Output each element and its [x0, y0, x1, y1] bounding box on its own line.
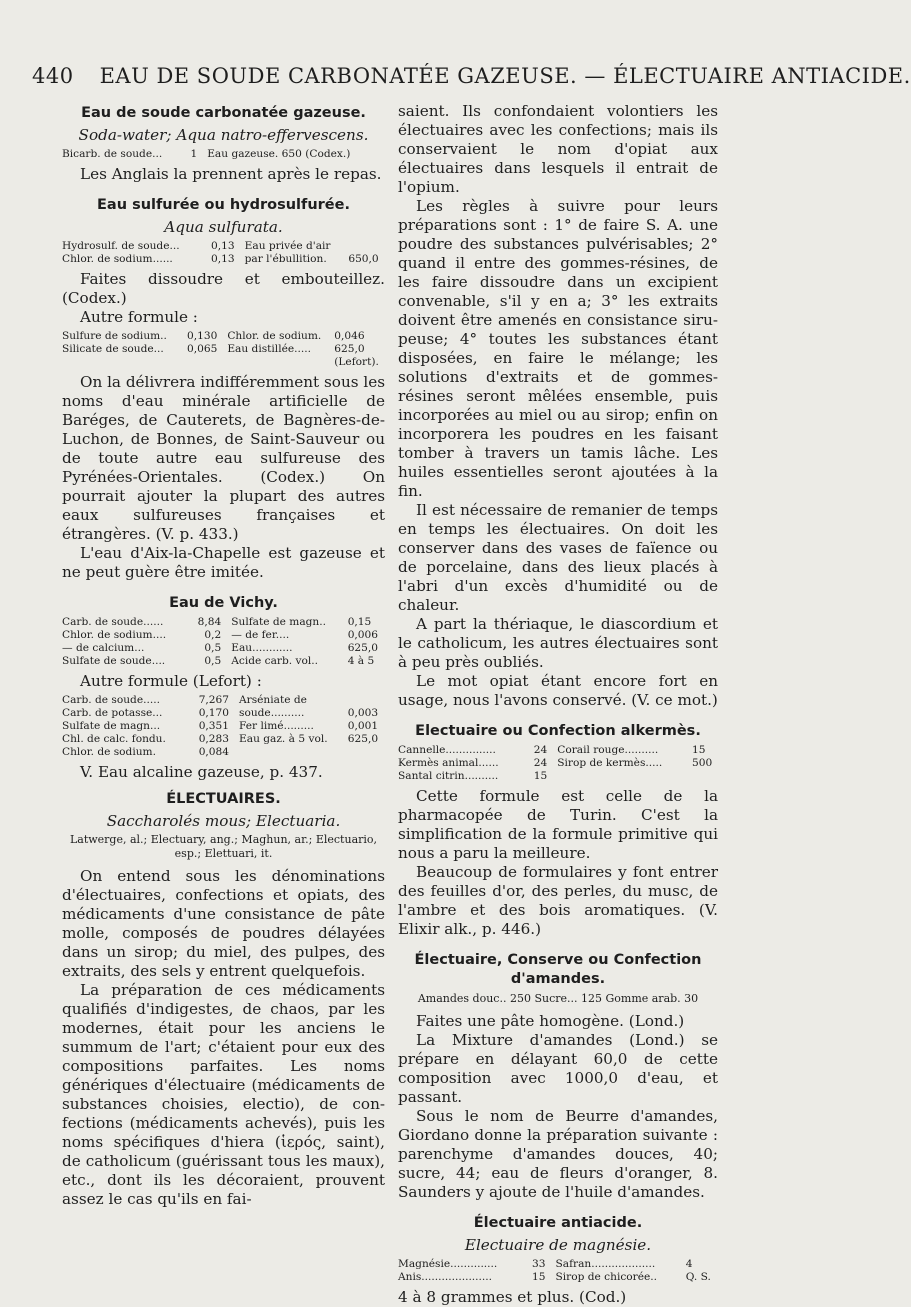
table-cell: Eau distillée.....: [227, 343, 334, 356]
table-cell: [181, 356, 227, 369]
table-row: [398, 1258, 718, 1271]
paragraph: saient. Ils confondaient volontiers les électuaires avec les confections; mais ils conservaient le nom d'opiat aux électuaires dans lesquels il entrait de l'opium.: [398, 102, 718, 197]
table-row: [398, 1271, 718, 1284]
table-row: [62, 343, 385, 356]
paragraph: Beaucoup de formulaires y font entrer des feuilles d'or, des perles, du musc, de l'ambre et des bois aromatiques. (V. Elixir alk., p. 446.): [398, 863, 718, 939]
table-cell: Corail rouge..........: [557, 744, 692, 757]
table-cell: 0,170: [190, 707, 240, 720]
table-cell: 0,15: [348, 616, 385, 629]
running-head: [32, 64, 692, 94]
table-row: [62, 356, 385, 369]
table-cell: 7,267: [190, 694, 240, 707]
table-cell: Bicarb. de soude...: [62, 148, 186, 161]
table-cell: [348, 694, 385, 707]
table-cell: 15: [527, 770, 557, 783]
table-cell: [348, 240, 385, 253]
table-row: [62, 655, 385, 668]
paragraph: A part la thériaque, le diascordium et le catholicum, les autres électuaires sont à peu près oubliés.: [398, 615, 718, 672]
table-cell: [227, 356, 334, 369]
table-cell: 15: [692, 744, 718, 757]
table-cell: 0,2: [190, 629, 231, 642]
table-cell: Eau gazeuse. 650 (Codex.): [207, 148, 385, 161]
table-cell: [62, 356, 181, 369]
table-cell: 0,046: [334, 330, 385, 343]
table-cell: Kermès animal......: [398, 757, 527, 770]
table-cell: Carb. de soude.....: [62, 694, 190, 707]
table-cell: 0,13: [204, 240, 245, 253]
paragraph: Cette formule est celle de la pharmacopée de Turin. C'est la simplification de la formule primitive qui nous a paru la meilleure.: [398, 787, 718, 863]
table-cell: 0,283: [190, 733, 240, 746]
table-row: [62, 330, 385, 343]
table-cell: Carb. de potasse...: [62, 707, 190, 720]
table-cell: Eau gaz. à 5 vol.: [239, 733, 348, 746]
table-cell: [557, 770, 692, 783]
subtitle-sulfur-water: Aqua sulfurata.: [62, 218, 385, 237]
paragraph: Sous le nom de Beurre d'amandes, Giordano donne la préparation suivante : parenchyme d'amandes douces, 40; sucre, 44; eau de fleurs d'oranger, 8. Saunders y ajoute de l'huile d'amandes.: [398, 1107, 718, 1202]
table-cell: Fer limé.........: [239, 720, 348, 733]
table-cell: [239, 746, 348, 759]
table-cell: Cannelle...............: [398, 744, 527, 757]
recipe-line-almonds: Amandes douc.. 250 Sucre... 125 Gomme arab. 30: [398, 992, 718, 1006]
table-cell: Santal citrin..........: [398, 770, 527, 783]
table-cell: Acide carb. vol..: [231, 655, 347, 668]
recipe-table-lefort: [62, 694, 385, 759]
cross-reference: V. Eau alcaline gazeuse, p. 437.: [62, 763, 385, 782]
table-row: [398, 770, 718, 783]
heading-antacid: Électuaire antiacide.: [398, 1214, 718, 1233]
heading-electuaries: ÉLECTUAIRES.: [62, 790, 385, 809]
paragraph: La préparation de ces médicaments qualifiés d'indigestes, de chaos, par les modernes, était pour les anciens le summum de l'art; c'étaient pour eux des compositions parfaites. Les noms génériques d'électuaire (médicaments de substances choisies, electio), de confections (médicaments achevés), puis les noms spécifiques d'hiera (ἱερός, saint), de catholicum (guérissant tous les maux), etc., dont ils les décoraient, prouvent assez le cas qu'ils en fai-: [62, 981, 385, 1209]
table-cell: Eau............: [231, 642, 347, 655]
table-cell: 33: [525, 1258, 555, 1271]
table-row: [62, 746, 385, 759]
table-cell: Safran...................: [556, 1258, 686, 1271]
table-cell: Sulfate de magn...: [62, 720, 190, 733]
heading-alkermes: Electuaire ou Confection alkermès.: [398, 722, 718, 741]
recipe-table-soda-water: [62, 148, 385, 161]
table-cell: 500: [692, 757, 718, 770]
table-cell: 0,065: [181, 343, 227, 356]
dosage-line: 4 à 8 grammes et plus. (Cod.): [398, 1288, 718, 1307]
table-row: [62, 240, 385, 253]
paragraph: Faites une pâte homogène. (Lond.): [398, 1012, 718, 1031]
table-cell: 625,0: [334, 343, 385, 356]
subtitle-electuaries: Saccharolés mous; Electuaria.: [62, 812, 385, 831]
table-cell: 625,0: [348, 733, 385, 746]
table-cell: Chlor. de sodium.: [227, 330, 334, 343]
table-cell: Sulfate de magn..: [231, 616, 347, 629]
table-row: [62, 616, 385, 629]
table-cell: Sulfure de sodium..: [62, 330, 181, 343]
left-column: [62, 102, 385, 1209]
table-cell: 0,006: [348, 629, 385, 642]
table-cell: Magnésie..............: [398, 1258, 525, 1271]
heading-sulfur-water: Eau sulfurée ou hydrosulfurée.: [62, 196, 385, 215]
table-row: [398, 757, 718, 770]
table-cell: Sirop de chicorée..: [556, 1271, 686, 1284]
table-row: [62, 720, 385, 733]
heading-soda-water: Eau de soude carbonatée gazeuse.: [62, 104, 385, 123]
table-cell: 4 à 5: [348, 655, 385, 668]
table-row: [62, 253, 385, 266]
table-cell: Sirop de kermès.....: [557, 757, 692, 770]
table-row: [62, 707, 385, 720]
table-cell: Silicate de soude...: [62, 343, 181, 356]
table-cell: Anis.....................: [398, 1271, 525, 1284]
heading-vichy-water: Eau de Vichy.: [62, 594, 385, 613]
table-cell: 4: [686, 1258, 718, 1271]
synonyms-line: Latwerge, al.; Electuary, ang.; Maghun, ar.; Electuario, esp.; Elettuari, it.: [62, 833, 385, 861]
table-cell: 24: [527, 757, 557, 770]
paragraph: Les règles à suivre pour leurs préparations sont : 1° de faire S. A. une poudre des substances pulvérisables; 2° quand il entre des gommes-résines, de les faire dissoudre dans un excipient convenable, s'il y en a; 3° les extraits doivent être amenés en consistance sirupeuse; 4° toutes les substances étant disposées, en faire le mélange; les solutions d'extraits et de gommes-résines seront mêlées ensemble, puis incorporées au miel ou au sirop; enfin on incorporera les poudres en les faisant tomber à travers un tamis lâche. Les huiles essentielles seront ajoutées à la fin.: [398, 197, 718, 501]
table-cell: 0,13: [204, 253, 245, 266]
table-cell: Arséniate de: [239, 694, 348, 707]
paragraph: Les Anglais la prennent après le repas.: [62, 165, 385, 184]
table-cell: 24: [527, 744, 557, 757]
table-cell: par l'ébullition.: [245, 253, 349, 266]
paragraph: On la délivrera indifféremment sous les noms d'eau minérale artificielle de Baréges, de Cauterets, de Bagnères-de-Luchon, de Bonnes, de Saint-Sauveur ou de toute autre eau sulfureuse des Pyrénées-Orientales. (Codex.) On pourrait ajouter la plupart des autres eaux sulfureuses françaises et étrangères. (V. p. 433.): [62, 373, 385, 544]
table-cell: Chlor. de sodium....: [62, 629, 190, 642]
table-cell: 15: [525, 1271, 555, 1284]
table-cell: 0,003: [348, 707, 385, 720]
recipe-table-alkermes: [398, 744, 718, 783]
subtitle-soda-water: Soda-water; Aqua natro-effervescens.: [62, 126, 385, 145]
table-cell: — de calcium...: [62, 642, 190, 655]
right-column: [398, 102, 718, 1307]
table-cell: Chlor. de sodium.: [62, 746, 190, 759]
recipe-table-other-formula: [62, 330, 385, 369]
table-cell: 650,0: [348, 253, 385, 266]
table-cell: 8,84: [190, 616, 231, 629]
table-cell: Hydrosulf. de soude...: [62, 240, 204, 253]
running-title: EAU DE SOUDE CARBONATÉE GAZEUSE. — ÉLECTUAIRE ANTIACIDE.: [100, 64, 911, 94]
table-cell: Sulfate de soude....: [62, 655, 190, 668]
table-row: [62, 642, 385, 655]
table-row: [62, 694, 385, 707]
table-cell: 0,5: [190, 642, 231, 655]
table-cell: (Lefort).: [334, 356, 385, 369]
table-cell: 0,5: [190, 655, 231, 668]
recipe-table-sulfur-water: [62, 240, 385, 266]
table-cell: 0,084: [190, 746, 240, 759]
table-cell: 0,130: [181, 330, 227, 343]
paragraph: L'eau d'Aix-la-Chapelle est gazeuse et ne peut guère être imitée.: [62, 544, 385, 582]
paragraph: Autre formule (Lefort) :: [62, 672, 385, 691]
recipe-table-vichy: [62, 616, 385, 668]
paragraph: Le mot opiat étant encore fort en usage, nous l'avons conservé. (V. ce mot.): [398, 672, 718, 710]
table-cell: 1: [186, 148, 207, 161]
table-row: [62, 148, 385, 161]
paragraph: On entend sous les dénominations d'électuaires, confections et opiats, des médicaments d'une consistance de pâte molle, composés de poudres délayées dans un sirop; du miel, des pulpes, des extraits, des sels y entrent quelquefois.: [62, 867, 385, 981]
table-cell: Chlor. de sodium......: [62, 253, 204, 266]
table-cell: Chl. de calc. fondu.: [62, 733, 190, 746]
paragraph: Autre formule :: [62, 308, 385, 327]
paragraph: La Mixture d'amandes (Lond.) se prépare en délayant 60,0 de cette composition avec 1000,0 d'eau, et passant.: [398, 1031, 718, 1107]
table-cell: Eau privée d'air: [245, 240, 349, 253]
paragraph: Il est nécessaire de remanier de temps en temps les électuaires. On doit les conserver dans des vases de faïence ou de porcelaine, dans des lieux placés à l'abri d'un excès d'humidité ou de chaleur.: [398, 501, 718, 615]
subtitle-antacid: Electuaire de magnésie.: [398, 1236, 718, 1255]
paragraph: Faites dissoudre et embouteillez. (Codex.): [62, 270, 385, 308]
table-cell: — de fer....: [231, 629, 347, 642]
table-row: [62, 629, 385, 642]
table-cell: 0,351: [190, 720, 240, 733]
table-cell: [692, 770, 718, 783]
table-row: [62, 733, 385, 746]
table-cell: Q. S.: [686, 1271, 718, 1284]
table-cell: 0,001: [348, 720, 385, 733]
table-cell: soude..........: [239, 707, 348, 720]
table-cell: [348, 746, 385, 759]
heading-almond-confection: Électuaire, Conserve ou Confection d'amandes.: [398, 951, 718, 989]
table-cell: 625,0: [348, 642, 385, 655]
table-cell: Carb. de soude......: [62, 616, 190, 629]
table-row: [398, 744, 718, 757]
recipe-table-antacid: [398, 1258, 718, 1284]
page-number: 440: [32, 64, 74, 94]
